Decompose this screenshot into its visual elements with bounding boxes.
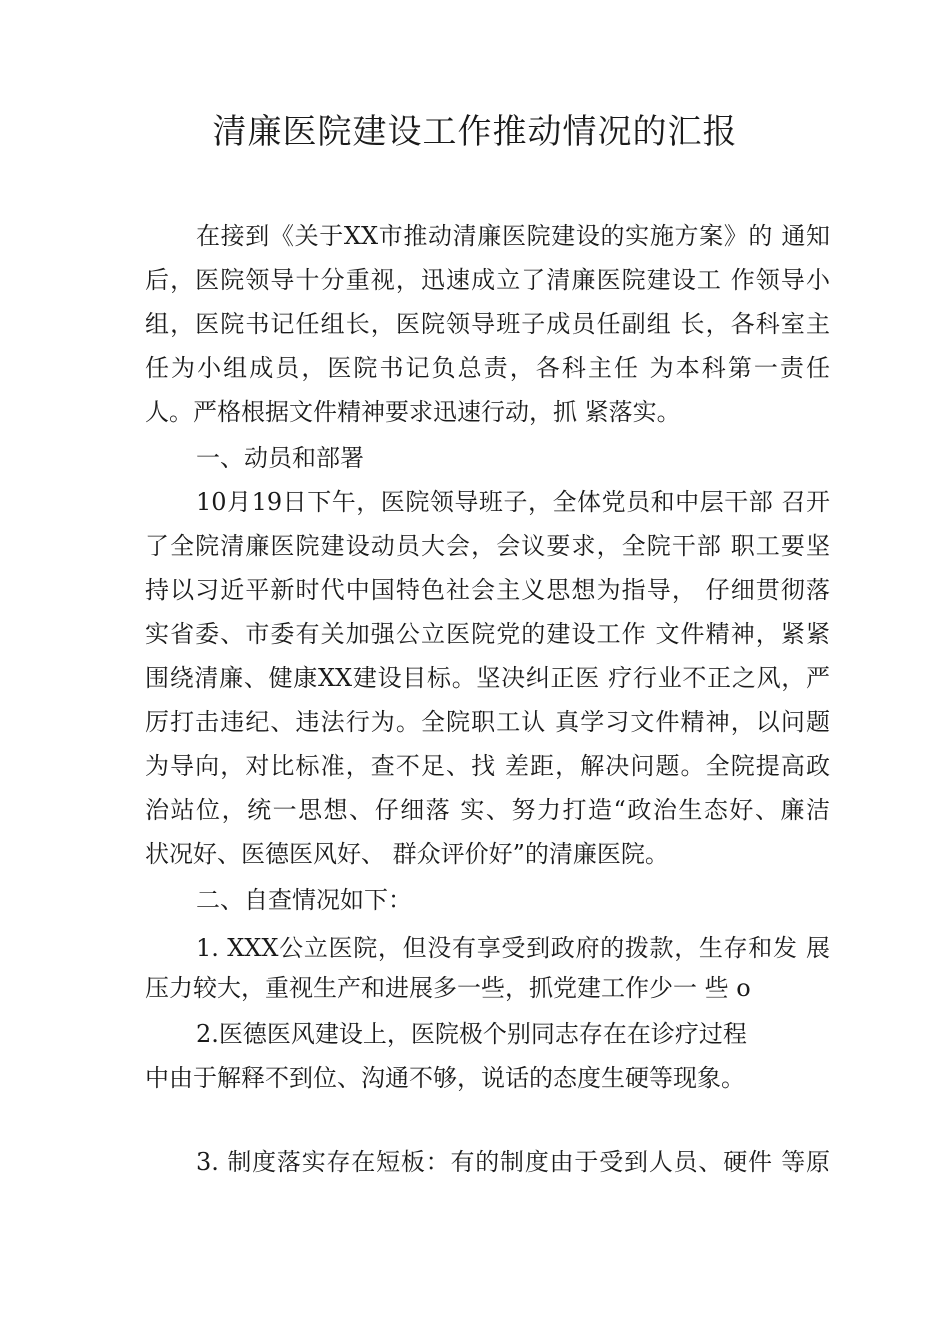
paragraph-line: 围绕清廉、健康XX建设目标。坚决纠正医 疗行业不正之风，严 (145, 664, 830, 692)
paragraph-line: 持以习近平新时代中国特色社会主义思想为指导， 仔细贯彻落 (145, 576, 830, 604)
paragraph-line: 1. XXX公立医院，但没有享受到政府的拨款，生存和发 展 (196, 934, 830, 962)
paragraph-line: 2.医德医风建设上，医院极个别同志存在在诊疗过程 (196, 1020, 747, 1048)
paragraph-line: 在接到《关于XX市推动清廉医院建设的实施方案》的 通知 (196, 222, 830, 250)
paragraph-line: 10月19日下午，医院领导班子，全体党员和中层干部 召开 (196, 488, 830, 516)
paragraph-line: 压力较大，重视生产和进展多一些，抓党建工作少一 些 o (145, 974, 751, 1002)
paragraph-line: 组，医院书记任组长，医院领导班子成员任副组 长，各科室主 (145, 310, 830, 338)
paragraph-line: 中由于解释不到位、沟通不够，说话的态度生硬等现象。 (145, 1064, 745, 1092)
paragraph-line: 实省委、市委有关加强公立医院党的建设工作 文件精神，紧紧 (145, 620, 830, 648)
paragraph-line: 状况好、医德医风好、 群众评价好”的清廉医院。 (145, 840, 669, 868)
section-heading: 二、自查情况如下： (196, 886, 412, 914)
paragraph-line: 为导向，对比标准，查不足、找 差距，解决问题。全院提高政 (145, 752, 830, 780)
paragraph-line: 了全院清廉医院建设动员大会，会议要求，全院干部 职工要坚 (145, 532, 830, 560)
paragraph-line: 3. 制度落实存在短板：有的制度由于受到人员、硬件 等原 (196, 1148, 830, 1176)
paragraph-line: 任为小组成员，医院书记负总责，各科主任 为本科第一责任 (145, 354, 830, 382)
paragraph-line: 后，医院领导十分重视，迅速成立了清廉医院建设工 作领导小 (145, 266, 830, 294)
paragraph-line: 厉打击违纪、违法行为。全院职工认 真学习文件精神，以问题 (145, 708, 830, 736)
paragraph-line: 治站位，统一思想、仔细落 实、努力打造“政治生态好、廉洁 (145, 796, 830, 824)
document-title: 清廉医院建设工作推动情况的汇报 (212, 112, 738, 152)
section-heading: 一、动员和部署 (196, 444, 364, 472)
paragraph-line: 人。严格根据文件精神要求迅速行动，抓 紧落实。 (145, 398, 681, 426)
